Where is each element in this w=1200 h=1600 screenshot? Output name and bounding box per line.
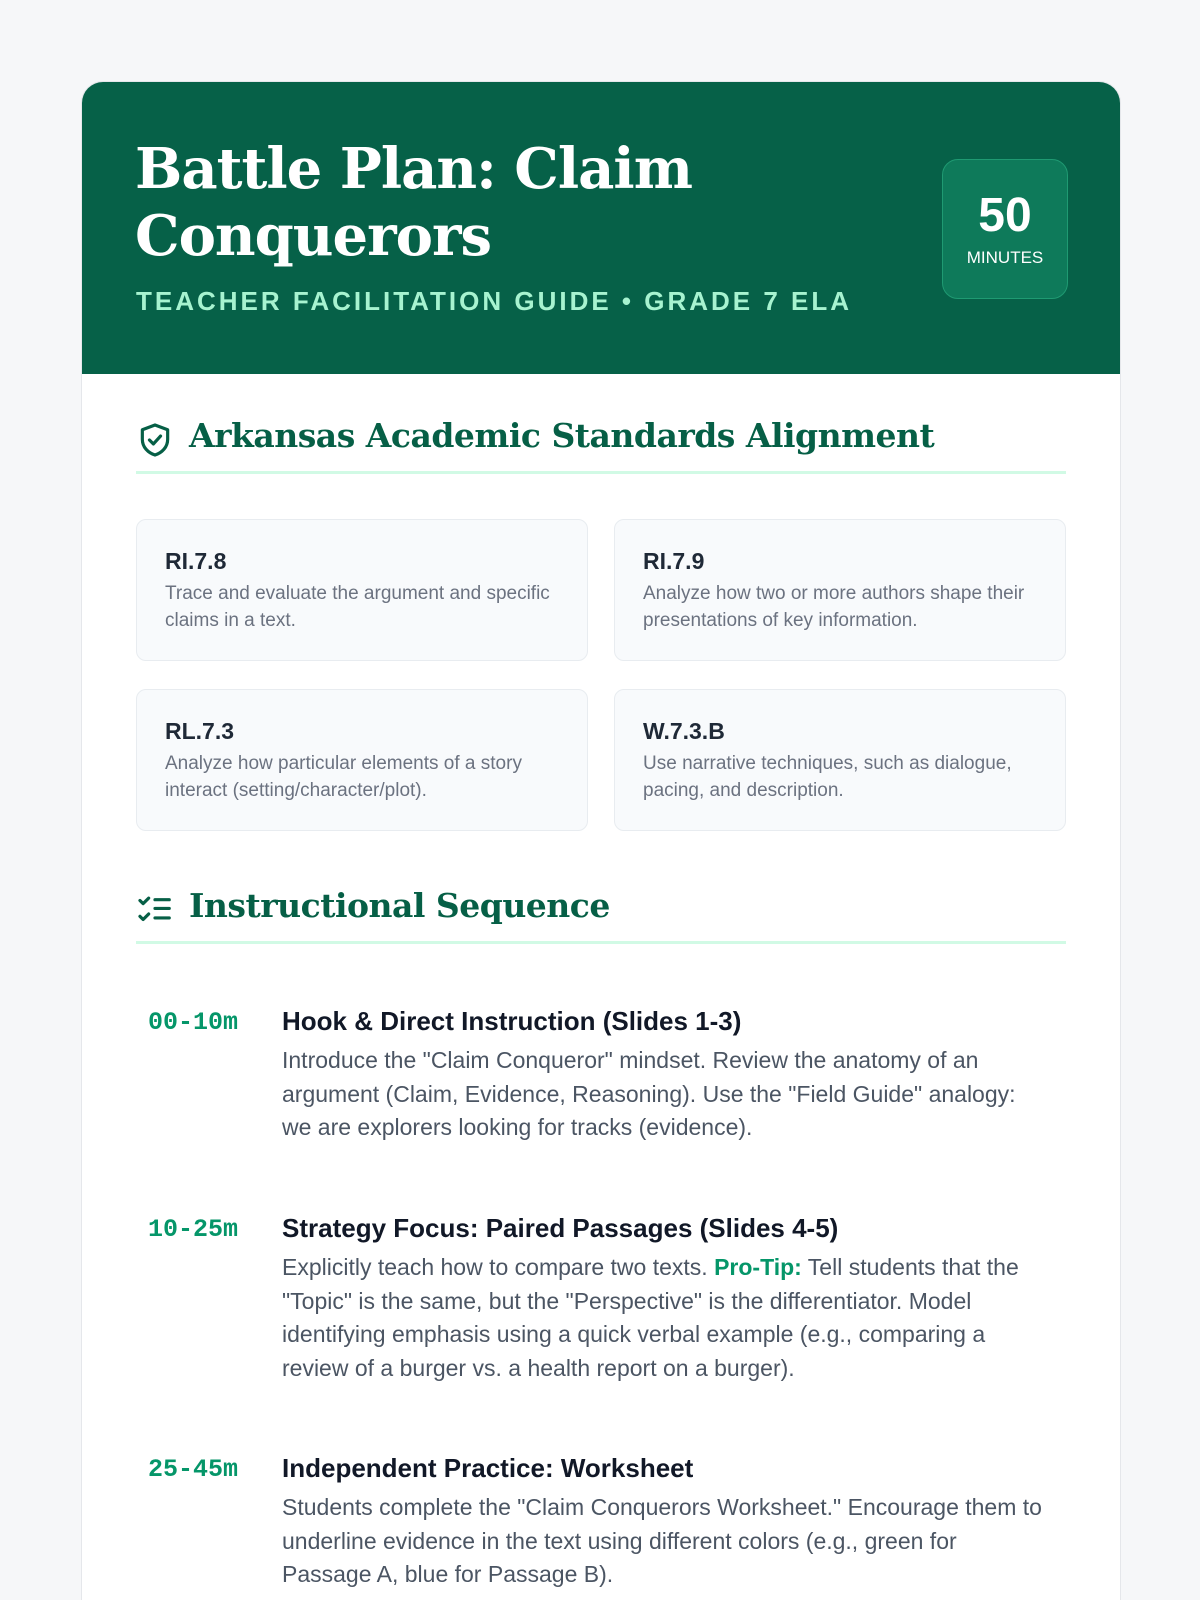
standard-code: RL.7.3 (165, 718, 235, 744)
standard-description: Analyze how particular elements of a story interact (setting/character/plot). (165, 753, 522, 801)
pro-tip-label: Pro-Tip: (714, 1254, 802, 1280)
step-description (282, 1251, 1042, 1385)
standard-description: Trace and evaluate the argument and specific claims in a text. (165, 583, 550, 631)
standard-card (136, 689, 588, 831)
step-time: 00-10m (148, 1008, 239, 1037)
step-time: 10-25m (148, 1215, 239, 1244)
step-description: Students complete the "Claim Conquerors Worksheet." Encourage them to underline evidence in the text using different colors (e.g., green for Passage A, blue for Passage B). (282, 1494, 1042, 1587)
step-description-text: Explicitly teach how to compare two texts. (282, 1254, 715, 1280)
duration-value: 50 (978, 189, 1032, 242)
facilitation-guide-card (81, 81, 1121, 1600)
standard-description: Analyze how two or more authors shape their presentations of key information. (643, 583, 1025, 631)
standard-code: RI.7.9 (643, 548, 705, 574)
page-subtitle: TEACHER FACILITATION GUIDE • GRADE 7 ELA (136, 286, 853, 316)
standard-card (136, 519, 588, 661)
step-time: 25-45m (148, 1455, 239, 1484)
duration-badge (942, 159, 1068, 299)
standard-code: RI.7.8 (165, 548, 227, 574)
guide-header (82, 82, 1121, 374)
shield-check-icon (136, 420, 174, 460)
checklist-icon (136, 890, 174, 930)
duration-unit: MINUTES (966, 248, 1044, 267)
standard-code: W.7.3.B (643, 718, 725, 744)
standards-heading: Arkansas Academic Standards Alignment (189, 416, 935, 455)
standard-description: Use narrative techniques, such as dialogue, pacing, and description. (643, 753, 1012, 801)
step-description-text: Tell students that the "Topic" is the same, but the "Perspective" is the differentiator. Model identifying emphasis using a quick verbal example (e.g., comparing a review of a burger vs. a health report on a burger). (282, 1254, 1019, 1381)
step-title: Independent Practice: Worksheet (282, 1453, 694, 1483)
step-title: Strategy Focus: Paired Passages (Slides 4-5) (282, 1213, 839, 1243)
sequence-section-header (136, 882, 1066, 944)
standard-card (614, 689, 1066, 831)
standard-card (614, 519, 1066, 661)
step-title: Hook & Direct Instruction (Slides 1-3) (282, 1006, 742, 1036)
page-title: Battle Plan: Claim Conquerors (135, 136, 692, 269)
step-description: Introduce the "Claim Conqueror" mindset. Review the anatomy of an argument (Claim, Evidence, Reasoning). Use the "Field Guide" analogy: we are explorers looking for tracks (evidence). (282, 1047, 1016, 1140)
standards-section-header (136, 412, 1066, 474)
sequence-heading: Instructional Sequence (189, 886, 610, 925)
